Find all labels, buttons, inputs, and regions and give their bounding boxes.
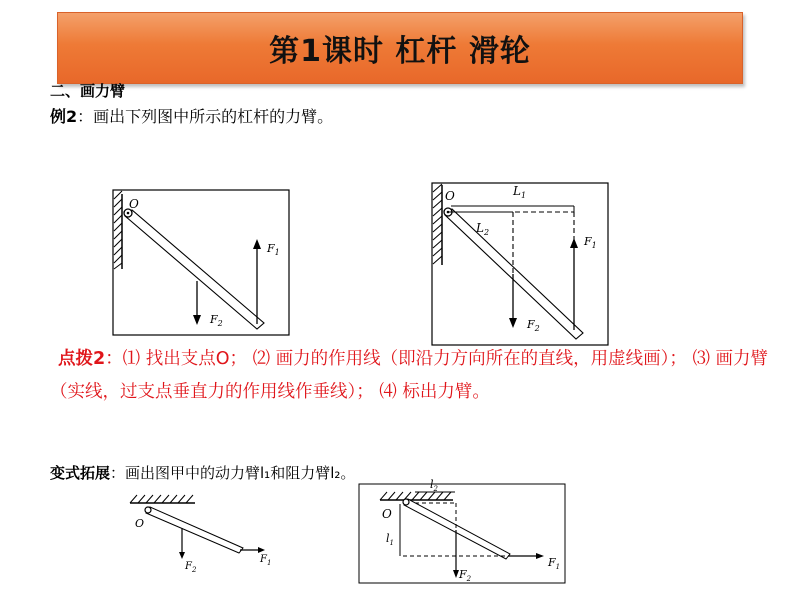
label-l2: $L_2$	[476, 221, 490, 237]
label-f2: $F_2$	[459, 568, 472, 583]
tip-paragraph	[50, 343, 785, 409]
lever-diagram-3	[125, 490, 285, 580]
pivot-label: O	[445, 189, 455, 203]
variant-text: ：画出图甲中的动力臂l₁和阻力臂l₂。	[110, 464, 356, 482]
example-prompt	[50, 104, 333, 127]
lever-diagram-2	[431, 182, 609, 346]
variant-prompt	[50, 462, 355, 483]
label-f2: $F_2$	[527, 318, 540, 333]
variant-label: 变式拓展	[50, 464, 111, 482]
example-text: ：画出下列图中所示的杠杆的力臂。	[77, 107, 334, 126]
example-label: 例2	[50, 107, 78, 126]
pivot-label: O	[129, 197, 139, 211]
diagram-frame	[432, 183, 608, 345]
lever-diagram-4	[358, 470, 573, 585]
label-f1: $F_1$	[584, 235, 597, 250]
label-f1: $F_1$	[548, 556, 561, 571]
wall-hatching	[114, 191, 122, 269]
pivot-point	[145, 507, 151, 513]
page-title: 第1课时 杠杆 滑轮	[269, 34, 531, 69]
pivot-label: O	[135, 517, 145, 530]
title-banner	[57, 12, 743, 84]
diagram-frame	[113, 190, 289, 335]
tip-label: 点拨2	[58, 349, 106, 369]
label-f1: $F_1$	[267, 242, 280, 257]
tip-text: ：⑴ 找出支点O； ⑵ 画力的作用线（即沿力方向所在的直线，用虚线画）； ⑶ 画力臂（实线，过支点垂直力的作用线作垂线）； ⑷ 标出力臂。	[50, 349, 769, 402]
label-f2: $F_2$	[185, 561, 197, 574]
lever-bar	[404, 499, 510, 559]
label-l1: $L_1$	[513, 184, 527, 200]
pivot-point	[403, 499, 409, 505]
label-f1: $F_1$	[260, 554, 272, 567]
pivot-label: O	[382, 507, 392, 521]
label-l1: $l_1$	[386, 532, 394, 547]
label-f2: $F_2$	[210, 313, 223, 328]
lever-diagram-1	[112, 189, 290, 336]
ceiling-hatching	[130, 495, 195, 503]
wall-hatching	[433, 184, 442, 265]
section-heading: 二、画力臂	[50, 82, 126, 100]
lever-bar	[125, 210, 264, 329]
lever-bar	[146, 507, 243, 553]
label-l2: $l_2$	[430, 478, 438, 493]
ceiling-hatching	[380, 492, 453, 500]
